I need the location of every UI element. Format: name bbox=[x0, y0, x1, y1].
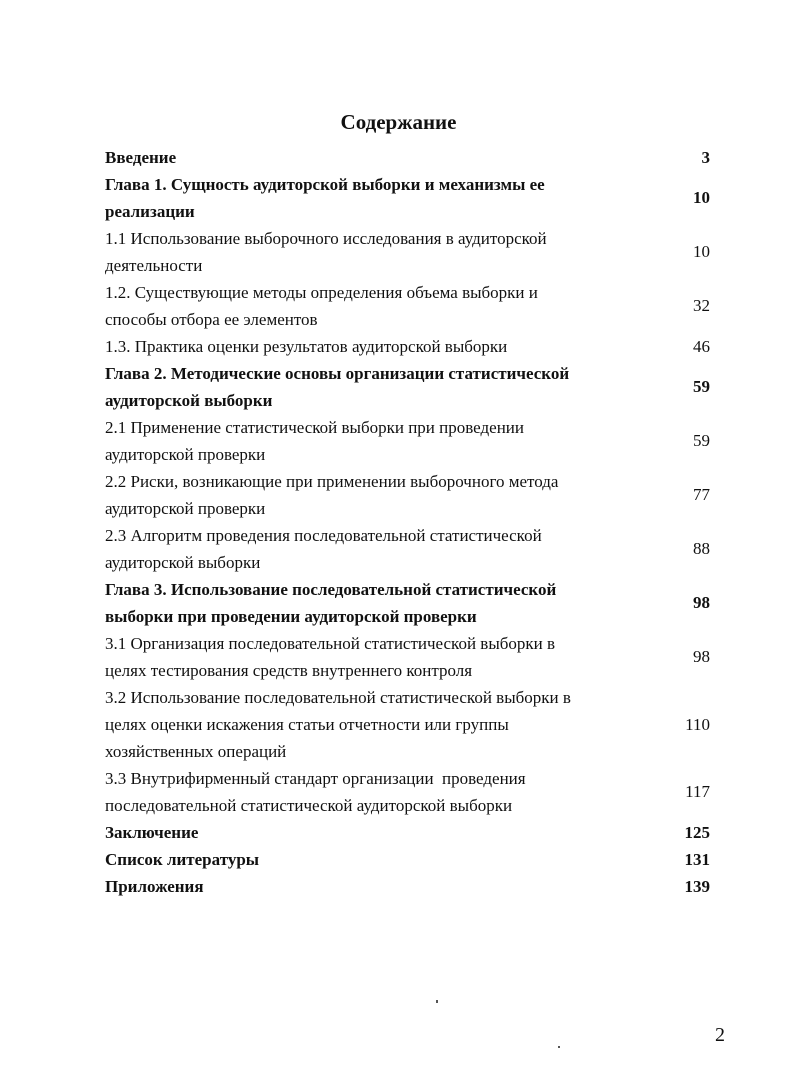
toc-entry-page: 139 bbox=[684, 876, 710, 896]
toc-entry-title bbox=[105, 819, 635, 846]
table-of-contents bbox=[105, 144, 710, 900]
toc-entry-line: Глава 2. Методические основы организации статистической bbox=[105, 364, 570, 383]
toc-entry-line: последовательной статистической аудиторской выборки bbox=[105, 796, 513, 815]
scan-speck bbox=[558, 1046, 560, 1048]
toc-entry-line: Заключение bbox=[105, 823, 199, 842]
toc-entry-page: 59 bbox=[693, 377, 710, 396]
toc-entry-line: хозяйственных операций bbox=[105, 742, 287, 761]
toc-entry-title bbox=[105, 333, 635, 360]
toc-entry-line: 2.2 Риски, возникающие при применении выборочного метода bbox=[105, 472, 559, 491]
toc-entry-title bbox=[105, 522, 635, 576]
toc-entry-line: деятельности bbox=[105, 256, 203, 275]
toc-entry-title bbox=[105, 684, 635, 765]
toc-entry-page: 131 bbox=[684, 849, 710, 869]
toc-entry-page: 32 bbox=[693, 296, 710, 315]
toc-entry-title bbox=[105, 576, 635, 630]
toc-entry-line: Список литературы bbox=[105, 850, 260, 869]
toc-entry bbox=[105, 360, 710, 414]
toc-entry bbox=[105, 144, 710, 171]
toc-entry-page: 77 bbox=[693, 485, 710, 504]
toc-entry-title bbox=[105, 360, 635, 414]
toc-entry-line: реализации bbox=[105, 202, 195, 221]
toc-entry-title bbox=[105, 873, 635, 900]
toc-entry-line: целях тестирования средств внутреннего контроля bbox=[105, 661, 473, 680]
toc-entry-line: 1.2. Существующие методы определения объема выборки и bbox=[105, 283, 538, 302]
toc-entry bbox=[105, 846, 710, 873]
toc-entry-line: 3.1 Организация последовательной статистической выборки в bbox=[105, 634, 556, 653]
toc-entry-title bbox=[105, 144, 635, 171]
toc-entry-page: 88 bbox=[693, 539, 710, 558]
toc-entry-line: целях оценки искажения статьи отчетности или группы bbox=[105, 715, 509, 734]
toc-entry bbox=[105, 576, 710, 630]
toc-entry-title bbox=[105, 171, 635, 225]
toc-entry-title bbox=[105, 846, 635, 873]
toc-entry bbox=[105, 171, 710, 225]
toc-entry-line: Глава 1. Сущность аудиторской выборки и механизмы ее bbox=[105, 175, 545, 194]
toc-entry-page: 125 bbox=[684, 822, 710, 842]
toc-entry-line: 1.3. Практика оценки результатов аудиторской выборки bbox=[105, 337, 508, 356]
toc-entry-line: Введение bbox=[105, 148, 177, 167]
toc-entry-line: аудиторской проверки bbox=[105, 445, 266, 464]
toc-entry-line: 2.3 Алгоритм проведения последовательной статистической bbox=[105, 526, 542, 545]
toc-entry bbox=[105, 414, 710, 468]
page-title: Содержание bbox=[340, 110, 457, 134]
toc-entry-line: 3.2 Использование последовательной статистической выборки в bbox=[105, 688, 571, 707]
toc-entry-page: 98 bbox=[693, 647, 710, 666]
toc-entry bbox=[105, 873, 710, 900]
toc-entry-page: 110 bbox=[685, 714, 710, 734]
toc-entry-page: 98 bbox=[693, 593, 710, 612]
toc-entry-line: 1.1 Использование выборочного исследования в аудиторской bbox=[105, 229, 547, 248]
toc-entry-line: 2.1 Применение статистической выборки при проведении bbox=[105, 418, 524, 437]
toc-entry-page: 46 bbox=[693, 336, 710, 356]
toc-entry-line: аудиторской выборки bbox=[105, 553, 261, 572]
toc-entry-line: способы отбора ее элементов bbox=[105, 310, 318, 329]
toc-entry bbox=[105, 468, 710, 522]
toc-entry-page: 59 bbox=[693, 431, 710, 450]
toc-entry-page: 3 bbox=[701, 147, 710, 167]
toc-entry bbox=[105, 522, 710, 576]
toc-entry-title bbox=[105, 414, 635, 468]
toc-entry bbox=[105, 333, 710, 360]
toc-entry-title bbox=[105, 630, 635, 684]
toc-entry-page: 10 bbox=[693, 242, 710, 261]
toc-entry-line: аудиторской выборки bbox=[105, 391, 273, 410]
toc-entry-line: Глава 3. Использование последовательной статистической bbox=[105, 580, 557, 599]
toc-entry-page: 10 bbox=[693, 188, 710, 207]
toc-entry-page: 117 bbox=[685, 782, 710, 801]
toc-entry-line: выборки при проведении аудиторской проверки bbox=[105, 607, 477, 626]
toc-entry-title bbox=[105, 279, 635, 333]
toc-entry-title bbox=[105, 765, 635, 819]
scan-speck bbox=[436, 1000, 438, 1003]
toc-entry bbox=[105, 819, 710, 846]
toc-entry-line: аудиторской проверки bbox=[105, 499, 266, 518]
toc-entry bbox=[105, 279, 710, 333]
toc-entry bbox=[105, 225, 710, 279]
toc-entry-line: Приложения bbox=[105, 877, 204, 896]
toc-entry bbox=[105, 630, 710, 684]
toc-entry-title bbox=[105, 225, 635, 279]
page-number: 2 bbox=[715, 1024, 725, 1046]
toc-entry-line: 3.3 Внутрифирменный стандарт организации проведения bbox=[105, 769, 526, 788]
toc-entry bbox=[105, 765, 710, 819]
toc-entry bbox=[105, 684, 710, 765]
toc-entry-title bbox=[105, 468, 635, 522]
